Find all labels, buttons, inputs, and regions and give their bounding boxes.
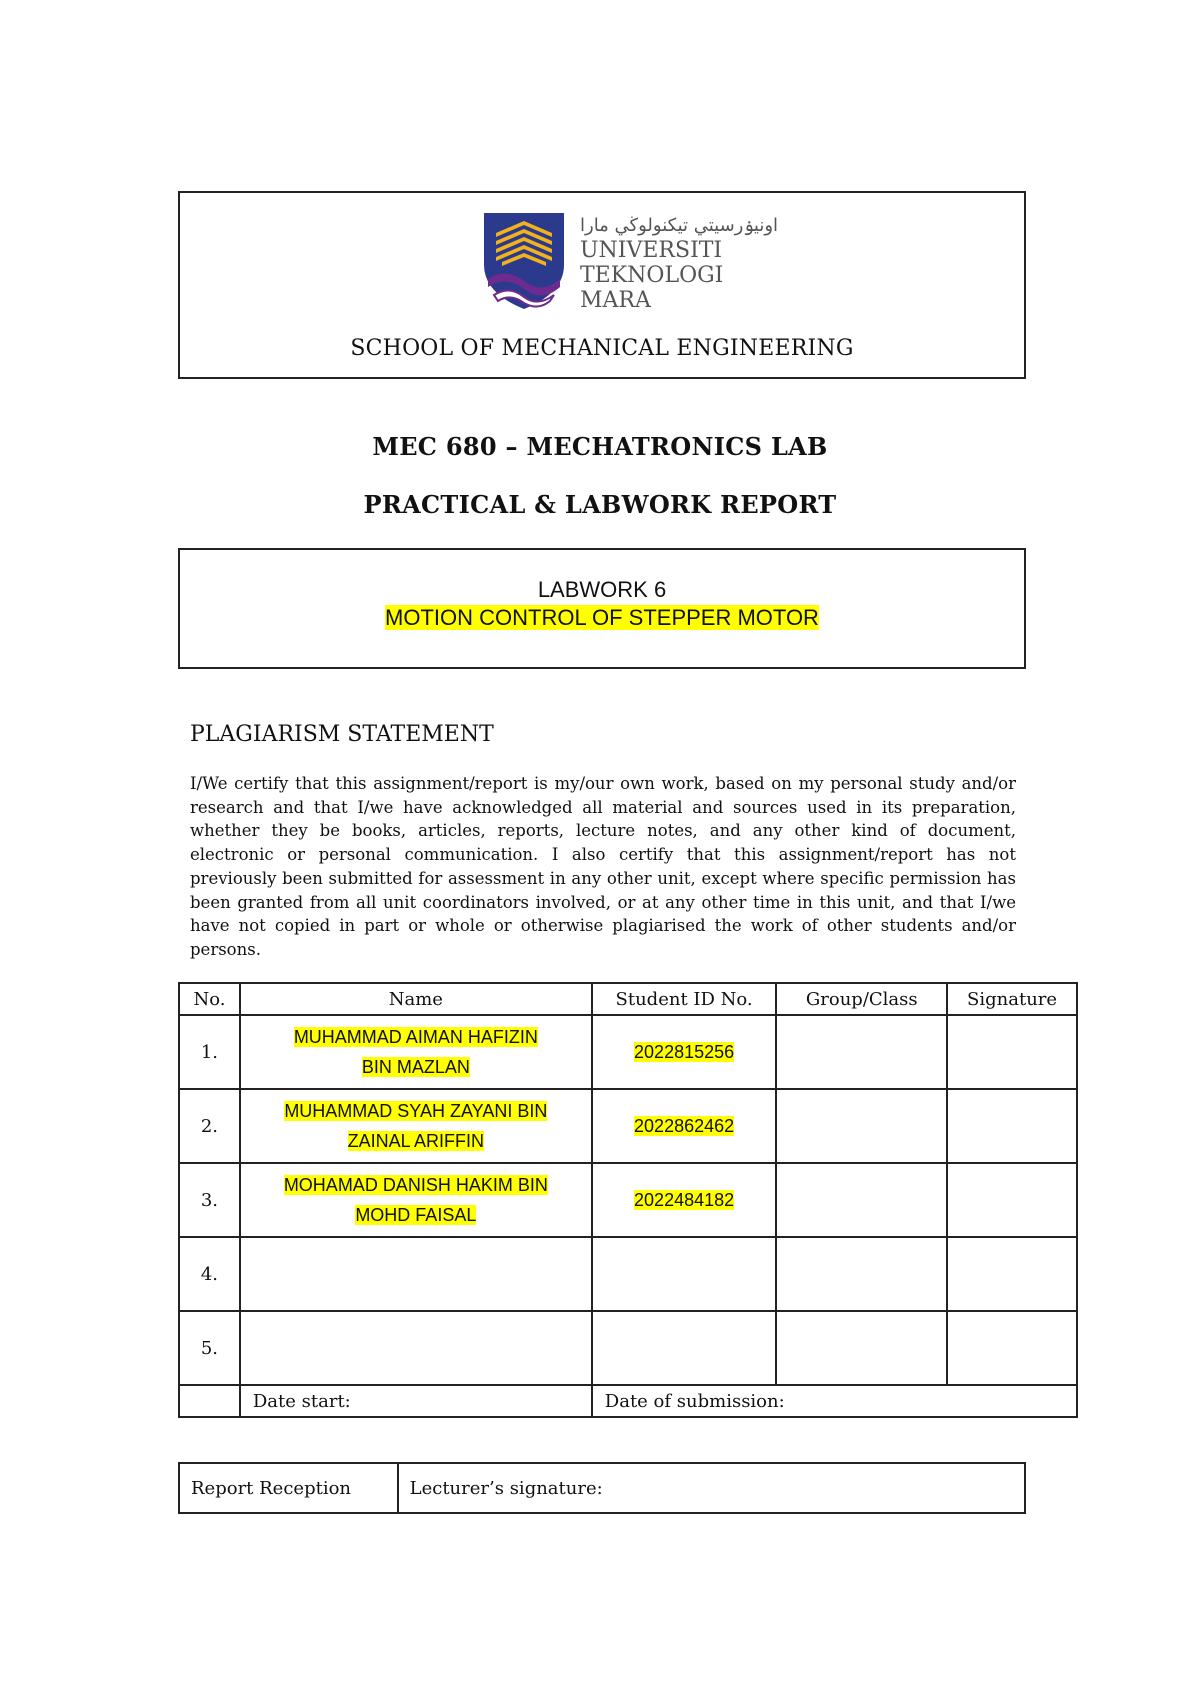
school-name: SCHOOL OF MECHANICAL ENGINEERING bbox=[350, 336, 854, 361]
row-group-class bbox=[776, 1163, 947, 1237]
row-no: 2. bbox=[179, 1089, 240, 1163]
plagiarism-text: I/We certify that this assignment/report is my/our own work, based on my personal study and/or research and that I/we have acknowledged all material and sources used in its preparation, whether they be books, articles, reports, lecture notes, and any other kind of document, electronic or personal communication. I also certify that this assignment/report has not previously been submitted for assessment in any other unit, except where specific permission has been granted from all unit coordinators involved, or at any other time in this unit, and that I/we have not copied in part or whole or otherwise plagiarised the work of other students and/or persons. bbox=[190, 774, 1016, 959]
row-signature bbox=[947, 1237, 1077, 1311]
labwork-topic-text: MOTION CONTROL OF STEPPER MOTOR bbox=[385, 605, 819, 630]
labwork-number-text: LABWORK 6 bbox=[537, 577, 667, 602]
logo-arabic-text: اونيۏرسيتي تيكنولوڬي مارا bbox=[580, 215, 779, 236]
row-signature bbox=[947, 1015, 1077, 1089]
date-row-blank bbox=[179, 1385, 240, 1417]
name-line-2: BIN MAZLAN bbox=[361, 1057, 470, 1077]
row-group-class bbox=[776, 1237, 947, 1311]
date-row bbox=[179, 1385, 1077, 1417]
row-group-class bbox=[776, 1015, 947, 1089]
row-no: 4. bbox=[179, 1237, 240, 1311]
row-name bbox=[240, 1015, 592, 1089]
labwork-topic bbox=[180, 605, 1024, 631]
table-row bbox=[179, 1311, 1077, 1385]
row-signature bbox=[947, 1089, 1077, 1163]
table-header-row bbox=[179, 983, 1077, 1015]
logo-line-1: UNIVERSITI bbox=[580, 238, 723, 263]
name-line-2: ZAINAL ARIFFIN bbox=[347, 1131, 484, 1151]
labwork-number bbox=[180, 577, 1024, 603]
row-name bbox=[240, 1311, 592, 1385]
logo-line-3: MARA bbox=[580, 288, 651, 313]
name-line-2: MOHD FAISAL bbox=[355, 1205, 477, 1225]
name-line-1: MOHAMAD DANISH HAKIM BIN bbox=[283, 1175, 548, 1195]
members-table bbox=[178, 982, 1078, 1418]
row-student-id bbox=[592, 1163, 777, 1237]
report-reception-label: Report Reception bbox=[179, 1463, 398, 1513]
plagiarism-heading: PLAGIARISM STATEMENT bbox=[190, 722, 494, 747]
table-row bbox=[179, 1237, 1077, 1311]
table-row bbox=[179, 1015, 1077, 1089]
row-student-id bbox=[592, 1237, 777, 1311]
table-row bbox=[179, 1089, 1077, 1163]
row-signature bbox=[947, 1311, 1077, 1385]
row-no: 5. bbox=[179, 1311, 240, 1385]
row-name bbox=[240, 1089, 592, 1163]
date-submission-label: Date of submission: bbox=[592, 1385, 1077, 1417]
header-no: No. bbox=[179, 983, 240, 1015]
row-student-id bbox=[592, 1311, 777, 1385]
row-no: 3. bbox=[179, 1163, 240, 1237]
row-student-id bbox=[592, 1015, 777, 1089]
row-name bbox=[240, 1237, 592, 1311]
lecturer-signature-label: Lecturer’s signature: bbox=[398, 1463, 1025, 1513]
uitm-logo bbox=[480, 207, 779, 313]
header-signature: Signature bbox=[947, 983, 1077, 1015]
header-group-class: Group/Class bbox=[776, 983, 947, 1015]
table-row bbox=[179, 1163, 1077, 1237]
row-no: 1. bbox=[179, 1015, 240, 1089]
reception-row bbox=[179, 1463, 1025, 1513]
row-signature bbox=[947, 1163, 1077, 1237]
reception-table bbox=[178, 1462, 1026, 1514]
row-student-id bbox=[592, 1089, 777, 1163]
header-name: Name bbox=[240, 983, 592, 1015]
row-group-class bbox=[776, 1311, 947, 1385]
student-id-text: 2022862462 bbox=[634, 1115, 735, 1136]
row-name bbox=[240, 1163, 592, 1237]
header-student-id: Student ID No. bbox=[592, 983, 777, 1015]
report-title: PRACTICAL & LABWORK REPORT bbox=[363, 490, 837, 519]
course-title: MEC 680 – MECHATRONICS LAB bbox=[372, 432, 828, 461]
labwork-box bbox=[178, 548, 1026, 669]
name-line-1: MUHAMMAD AIMAN HAFIZIN bbox=[293, 1027, 538, 1047]
logo-line-2: TEKNOLOGI bbox=[580, 263, 724, 288]
student-id-text: 2022484182 bbox=[634, 1189, 735, 1210]
header-box bbox=[178, 191, 1026, 379]
date-start-label: Date start: bbox=[240, 1385, 592, 1417]
student-id-text: 2022815256 bbox=[634, 1041, 735, 1062]
row-group-class bbox=[776, 1089, 947, 1163]
name-line-1: MUHAMMAD SYAH ZAYANI BIN bbox=[284, 1101, 548, 1121]
